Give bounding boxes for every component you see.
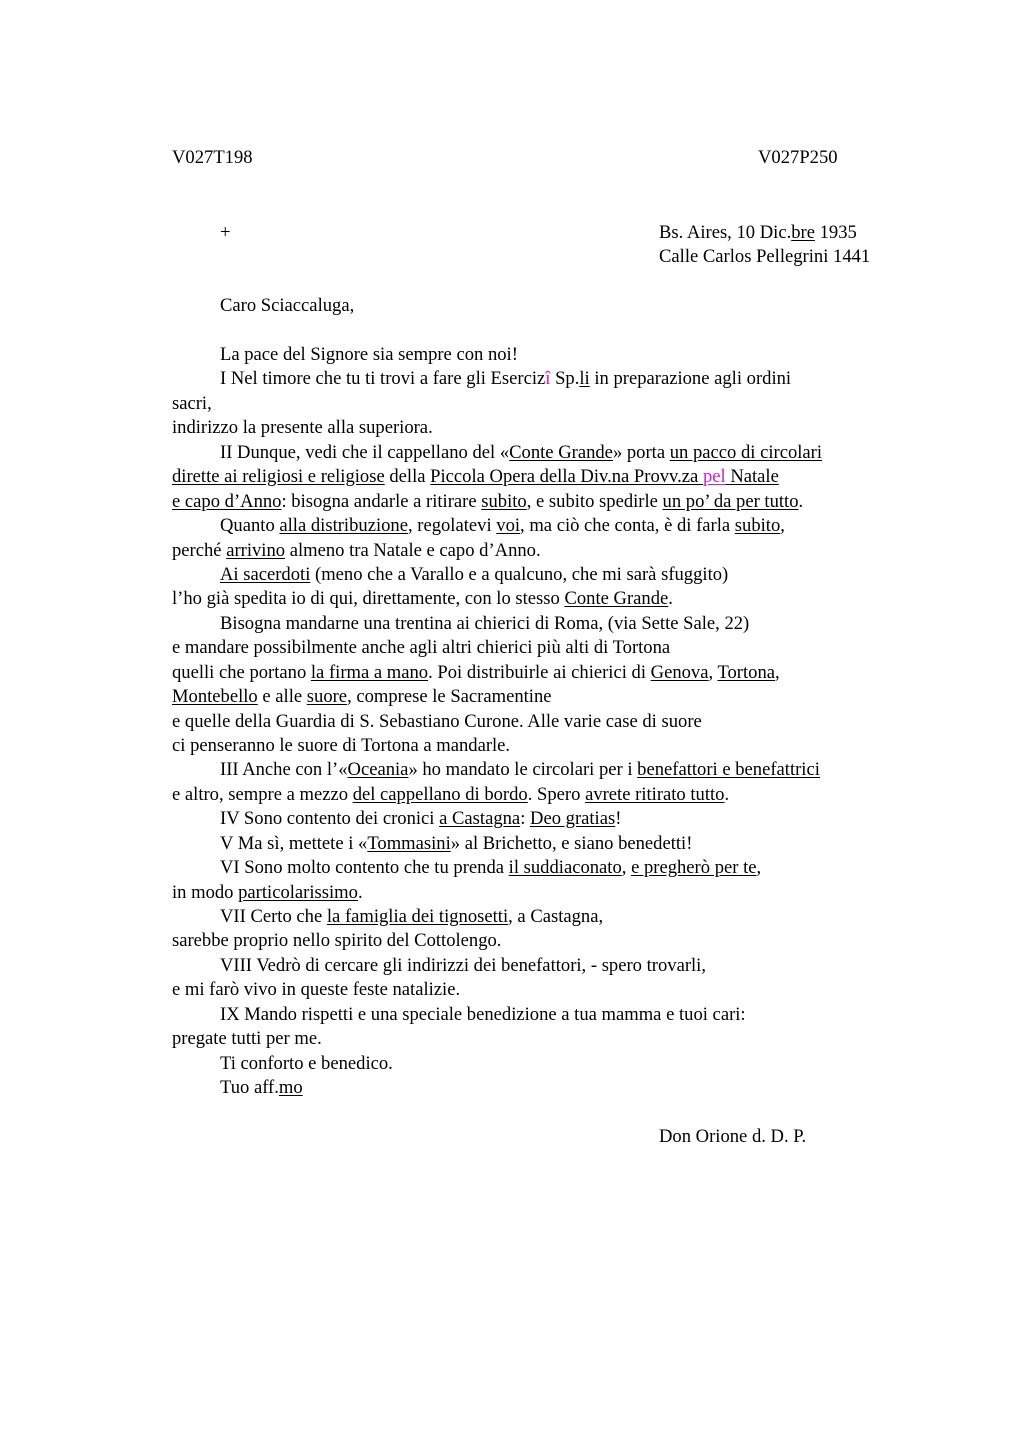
body-line: VIII Vedrò di cercare gli indirizzi dei benefattori, - spero trovarli, [220, 955, 706, 976]
signature: Don Orione d. D. P. [659, 1126, 807, 1147]
body-line: ci penseranno le suore di Tortona a mandarle. [172, 735, 511, 756]
body-line: indirizzo la presente alla superiora. [172, 417, 433, 438]
body-line: VII Certo che la famiglia dei tignosetti, a Castagna, [220, 906, 604, 927]
doc-code-right: V027P250 [758, 147, 838, 168]
body-line: e mi farò vivo in queste feste natalizie. [172, 979, 461, 1000]
body-line: pregate tutti per me. [172, 1028, 322, 1049]
address: Calle Carlos Pellegrini 1441 [659, 246, 871, 267]
body-line: La pace del Signore sia sempre con noi! [220, 344, 518, 365]
body-line: e altro, sempre a mezzo del cappellano di bordo. Spero avrete ritirato tutto. [172, 784, 730, 805]
body-line: II Dunque, vedi che il cappellano del «Conte Grande» porta un pacco di circolari [220, 442, 823, 463]
body-line: VI Sono molto contento che tu prenda il suddiaconato, e pregherò per te, [220, 857, 762, 878]
body-line: e quelle della Guardia di S. Sebastiano Curone. Alle varie case di suore [172, 711, 702, 732]
body-line: Ti conforto e benedico. [220, 1053, 393, 1074]
body-line: dirette ai religiosi e religiose della Piccola Opera della Div.na Provv.za pel Natale [172, 466, 779, 487]
body-line: quelli che portano la firma a mano. Poi distribuirle ai chierici di Genova, Tortona, [172, 662, 780, 683]
place-date: Bs. Aires, 10 Dic.bre 1935 [659, 222, 857, 243]
body-line: sarebbe proprio nello spirito del Cottolengo. [172, 930, 502, 951]
body-line: Tuo aff.mo [220, 1077, 303, 1098]
body-line: Quanto alla distribuzione, regolatevi voi, ma ciò che conta, è di farla subito, [220, 515, 785, 536]
body-line: III Anche con l’«Oceania» ho mandato le circolari per i benefattori e benefattrici [220, 759, 820, 780]
body-line: V Ma sì, mettete i «Tommasini» al Brichetto, e siano benedetti! [220, 833, 693, 854]
body-line: IV Sono contento dei cronici a Castagna: Deo gratias! [220, 808, 622, 829]
body-line: Montebello e alle suore, comprese le Sacramentine [172, 686, 552, 707]
body-line: Ai sacerdoti (meno che a Varallo e a qualcuno, che mi sarà sfuggito) [220, 564, 729, 585]
body-line: l’ho già spedita io di qui, direttamente, con lo stesso Conte Grande. [172, 588, 673, 609]
body-line: e capo d’Anno: bisogna andarle a ritirare subito, e subito spedirle un po’ da per tutto. [172, 491, 804, 512]
body-line: perché arrivino almeno tra Natale e capo d’Anno. [172, 540, 541, 561]
body-line: in modo particolarissimo. [172, 882, 363, 903]
cross-mark: + [220, 222, 231, 243]
doc-code-left: V027T198 [172, 147, 253, 168]
body-line: I Nel timore che tu ti trovi a fare gli Esercizî Sp.li in preparazione agli ordini [220, 368, 792, 389]
salutation: Caro Sciaccaluga, [220, 295, 355, 316]
body-line: e mandare possibilmente anche agli altri chierici più alti di Tortona [172, 637, 671, 658]
body-line: Bisogna mandarne una trentina ai chierici di Roma, (via Sette Sale, 22) [220, 613, 750, 634]
body-line: sacri, [172, 393, 212, 414]
body-line: IX Mando rispetti e una speciale benedizione a tua mamma e tuoi cari: [220, 1004, 746, 1025]
